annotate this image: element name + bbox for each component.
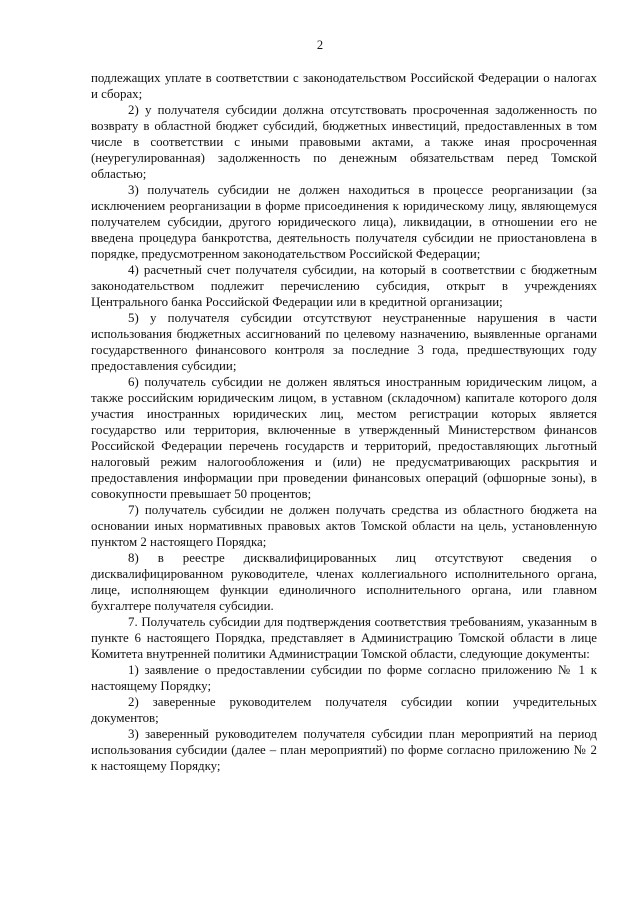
paragraph-item-8: 8) в реестре дисквалифицированных лиц отсутствуют сведения о дисквалифицированном руководителе, членах коллегиального исполнительного органа, лице, исполняющем функции единоличного исполнительного органа, или главном бухгалтере получателя субсидии.	[91, 551, 597, 613]
paragraph-doc-2: 2) заверенные руководителем получателя субсидии копии учредительных документов;	[91, 695, 597, 725]
paragraph-item-6: 6) получатель субсидии не должен являться иностранным юридическим лицом, а также российским юридическим лицом, в уставном (складочном) капитале которого доля участия иностранных юридических лиц, местом регистрации которых является государство или территория, включенные в утвержденный Министерством финансов Российской Федерации перечень государств и территорий, предоставляющих льготный налоговый режим налогообложения и (или) не предусматривающих раскрытия и предоставления информации при проведении финансовых операций (офшорные зоны), в совокупности превышает 50 процентов;	[91, 375, 597, 501]
paragraph-doc-1: 1) заявление о предоставлении субсидии по форме согласно приложению № 1 к настоящему Порядку;	[91, 663, 597, 693]
paragraph-item-4: 4) расчетный счет получателя субсидии, на который в соответствии с бюджетным законодательством подлежит перечислению субсидия, открыт в учреждениях Центрального банка Российской Федерации или в кредитной организации;	[91, 263, 597, 309]
paragraph-item-5: 5) у получателя субсидии отсутствуют неустраненные нарушения в части использования бюджетных ассигнований по целевому назначению, выявленные органами государственного финансового контроля за последние 3 года, предшествующих году предоставления субсидии;	[91, 311, 597, 373]
paragraph-doc-3: 3) заверенный руководителем получателя субсидии план мероприятий на период использования субсидии (далее – план мероприятий) по форме согласно приложению № 2 к настоящему Порядку;	[91, 727, 597, 773]
page-number: 2	[316, 38, 324, 52]
paragraph-item-2: 2) у получателя субсидии должна отсутствовать просроченная задолженность по возврату в областной бюджет субсидий, бюджетных инвестиций, предоставленных в том числе в соответствии с иными правовыми актами, а также иная просроченная (неурегулированная) задолженность по денежным обязательствам перед Томской областью;	[91, 103, 597, 181]
paragraph-section-7: 7. Получатель субсидии для подтверждения соответствия требованиям, указанным в пункте 6 настоящего Порядка, представляет в Администрацию Томской области в лице Комитета внутренней политики Администрации Томской области, следующие документы:	[91, 615, 597, 661]
paragraph-item-3: 3) получатель субсидии не должен находиться в процессе реорганизации (за исключением реорганизации в форме присоединения к юридическому лицу, являющемуся получателем субсидии, другого юридического лица), ликвидации, в отношении его не введена процедура банкротства, деятельность получателя субсидии не приостановлена в порядке, предусмотренном законодательством Российской Федерации;	[91, 183, 597, 261]
document-body	[91, 70, 597, 774]
paragraph-item-7: 7) получатель субсидии не должен получать средства из областного бюджета на основании иных нормативных правовых актов Томской области на цель, установленную пунктом 2 настоящего Порядка;	[91, 503, 597, 549]
paragraph-continuation: подлежащих уплате в соответствии с законодательством Российской Федерации о налогах и сборах;	[91, 71, 597, 101]
